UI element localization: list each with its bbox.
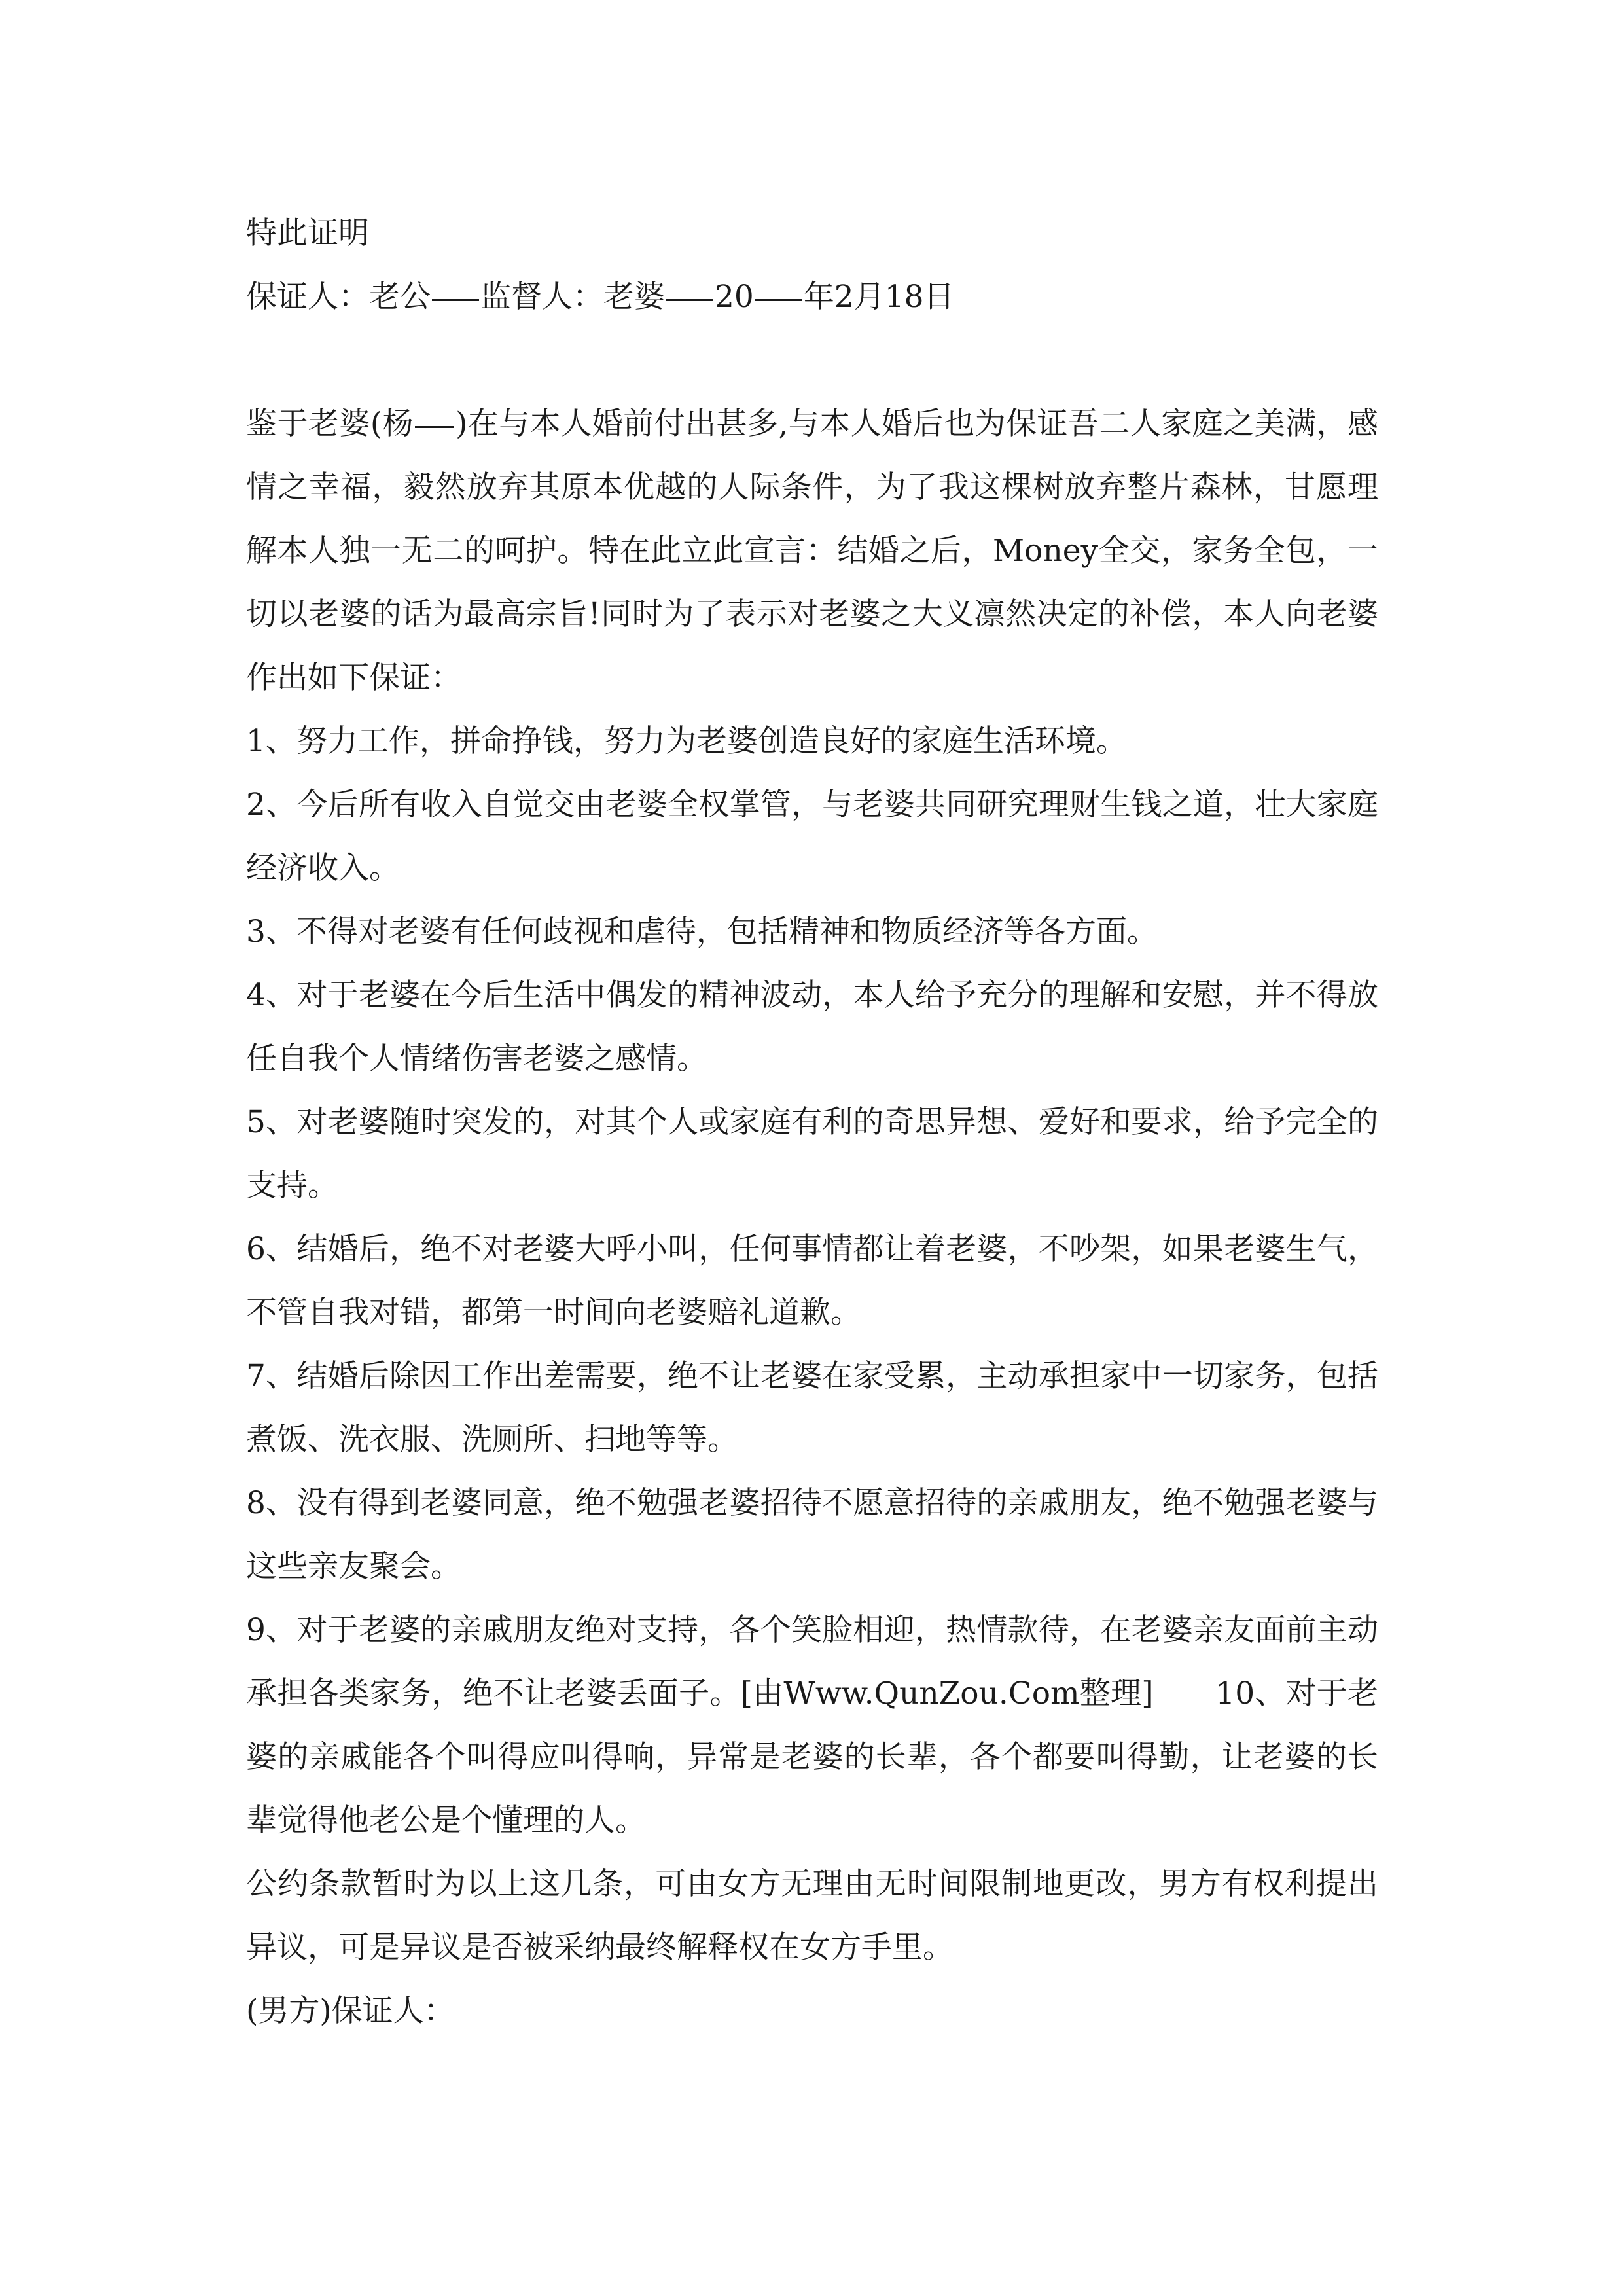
clause-3: 3、不得对老婆有任何歧视和虐待，包括精神和物质经济等各方面。 [246,914,1158,950]
clause-4: 4、对于老婆在今后生活中偶发的精神波动，本人给予充分的理解和安慰，并不得放任自我个人情绪伤害老婆之感情。 [246,977,1378,1077]
closing-paragraph: 公约条款暂时为以上这几条，可由女方无理由无时间限制地更改，男方有权利提出异议，可是异议是否被采纳最终解释权在女方手里。 [246,1866,1378,1965]
guarantor-label: 保证人：老公 [246,279,431,315]
certification-line [246,202,1378,265]
clause-9-10: 9、对于老婆的亲戚朋友绝对支持，各个笑脸相迎，热情款待，在老婆亲友面前主动承担各类家务，绝不让老婆丢面子。[由Www.QunZou.Com整理] 10、对于老婆的亲戚能各个叫得应叫得响，异常是老婆的长辈，各个都要叫得勤，让老婆的长辈觉得他老公是个懂理的人。 [246,1612,1378,1839]
year-prefix: 20 [715,279,754,315]
year-blank [755,265,802,301]
name-blank [415,392,454,428]
document-body [246,202,1378,2043]
signature-date-line [246,265,1378,329]
preamble-start: 鉴于老婆(杨 [246,406,414,442]
supervisor-blank [666,265,713,301]
certification-text: 特此证明 [246,215,369,251]
preamble-paragraph [246,392,1378,709]
clause-8: 8、没有得到老婆同意，绝不勉强老婆招待不愿意招待的亲戚朋友，绝不勉强老婆与这些亲友聚会。 [246,1485,1378,1585]
guarantor-blank [432,265,479,301]
spacer [246,329,1378,392]
clause-5: 5、对老婆随时突发的，对其个人或家庭有利的奇思异想、爱好和要求，给予完全的支持。 [246,1104,1378,1204]
male-signature-line: (男方)保证人： [246,1993,455,2029]
preamble-body: )在与本人婚前付出甚多,与本人婚后也为保证吾二人家庭之美满，感情之幸福，毅然放弃其原本优越的人际条件，为了我这棵树放弃整片森林，甘愿理解本人独一无二的呵护。特在此立此宣言：结婚之后，Money全交，家务全包，一切以老婆的话为最高宗旨!同时为了表示对老婆之大义凛然决定的补偿，本人向老婆作出如下保证： [246,406,1378,696]
clause-2: 2、今后所有收入自觉交由老婆全权掌管，与老婆共同研究理财生钱之道，壮大家庭经济收入。 [246,787,1378,886]
clause-6: 6、结婚后，绝不对老婆大呼小叫，任何事情都让着老婆，不吵架，如果老婆生气，不管自我对错，都第一时间向老婆赔礼道歉。 [246,1231,1378,1331]
clause-7: 7、结婚后除因工作出差需要，绝不让老婆在家受累，主动承担家中一切家务，包括煮饭、洗衣服、洗厕所、扫地等等。 [246,1358,1378,1458]
date-text: 年2月18日 [803,279,955,315]
clause-1: 1、努力工作，拼命挣钱，努力为老婆创造良好的家庭生活环境。 [246,723,1127,759]
supervisor-label: 监督人：老婆 [480,279,665,315]
